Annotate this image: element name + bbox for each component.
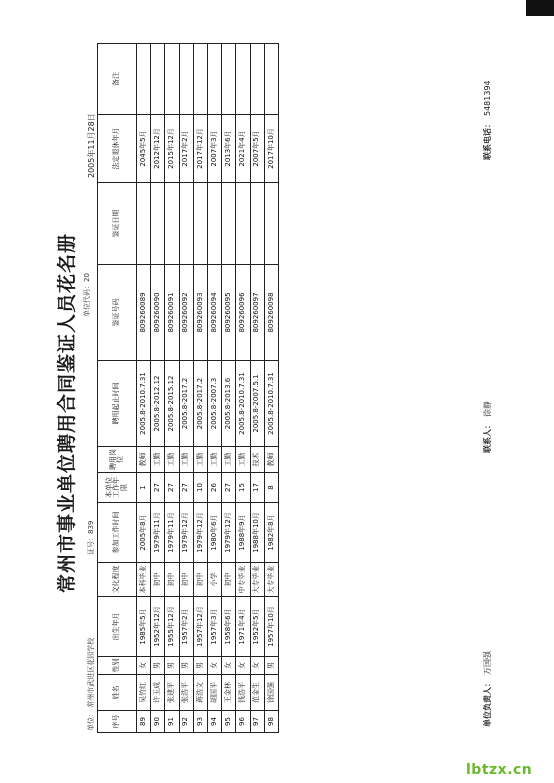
- unit-label: 单位：: [87, 710, 95, 731]
- table-cell: 2013年6月: [222, 115, 236, 183]
- table-cell: 小学: [207, 563, 221, 597]
- table-cell: 1988年9月: [236, 503, 250, 563]
- table-cell: 2015年12月: [165, 115, 179, 183]
- table-cell: 27: [165, 473, 179, 503]
- table-cell: 2005.8-2012.12: [151, 361, 165, 447]
- agency-code: 单位代码：20: [83, 273, 91, 317]
- table-cell: 男: [179, 657, 193, 675]
- table-cell: 教师: [264, 447, 278, 473]
- table-cell: 1985年5月: [137, 597, 151, 657]
- roster-table: [97, 43, 279, 733]
- table-cell: 胡国平: [207, 675, 221, 711]
- table-cell: 93: [193, 711, 207, 733]
- table-cell: 张浩平: [179, 675, 193, 711]
- contact-name: 徐静: [483, 401, 492, 417]
- table-cell: 2005.8-2013.6: [222, 361, 236, 447]
- column-header: 性别: [98, 657, 137, 675]
- table-cell: 809260097: [250, 265, 264, 361]
- table-body: [137, 44, 279, 733]
- column-header: 出生年月: [98, 597, 137, 657]
- table-cell: 2005.8-2010.7.31: [236, 361, 250, 447]
- responsible-person: [482, 651, 493, 727]
- table-row: [137, 44, 151, 733]
- table-cell: 吴竹红: [137, 675, 151, 711]
- table-cell: 范金生: [250, 675, 264, 711]
- table-cell: 女: [250, 657, 264, 675]
- contact-phone: [482, 80, 493, 160]
- table-cell: 2005.8-2010.7.31: [264, 361, 278, 447]
- table-row: [165, 44, 179, 733]
- column-header: 序号: [98, 711, 137, 733]
- table-cell: 91: [165, 711, 179, 733]
- site-watermark: lbtzx.cn: [466, 762, 533, 778]
- table-cell: 教师: [137, 447, 151, 473]
- phone-label: 联系电话：: [483, 120, 492, 160]
- table-cell: 1: [137, 473, 151, 503]
- table-cell: 1980年6月: [207, 503, 221, 563]
- table-cell: 2005.8-2007.5.1: [250, 361, 264, 447]
- table-cell: 809260098: [264, 265, 278, 361]
- table-cell: 1979年12月: [179, 503, 193, 563]
- table-cell: 2005.8-2015.12: [165, 361, 179, 447]
- table-cell: 94: [207, 711, 221, 733]
- table-cell: 初中: [151, 563, 165, 597]
- table-cell: 2005.8-2010.7.31: [137, 361, 151, 447]
- table-cell: [137, 183, 151, 265]
- table-cell: 809260095: [222, 265, 236, 361]
- table-cell: 工勤: [179, 447, 193, 473]
- table-cell: 2017年12月: [193, 115, 207, 183]
- table-cell: 809260089: [137, 265, 151, 361]
- table-cell: 8: [264, 473, 278, 503]
- column-header: 文化程度: [98, 563, 137, 597]
- table-cell: 张建平: [165, 675, 179, 711]
- table-cell: 大专毕业: [264, 563, 278, 597]
- table-cell: 初中: [165, 563, 179, 597]
- table-cell: 1979年11月: [165, 503, 179, 563]
- table-cell: 1957年10月: [264, 597, 278, 657]
- table-cell: [193, 44, 207, 115]
- contact-label: 联系人：: [483, 421, 492, 453]
- table-cell: 809260092: [179, 265, 193, 361]
- table-cell: [165, 183, 179, 265]
- table-cell: 2012年12月: [151, 115, 165, 183]
- column-header: 鉴证日期: [98, 183, 137, 265]
- table-cell: [165, 44, 179, 115]
- table-row: [222, 44, 236, 733]
- table-cell: 1957年12月: [193, 597, 207, 657]
- table-cell: 男: [264, 657, 278, 675]
- table-cell: 1958年6月: [222, 597, 236, 657]
- table-cell: 809260093: [193, 265, 207, 361]
- table-cell: 本科毕业: [137, 563, 151, 597]
- table-cell: 男: [165, 657, 179, 675]
- table-row: [250, 44, 264, 733]
- table-cell: [250, 44, 264, 115]
- table-cell: 王金林: [222, 675, 236, 711]
- table-cell: 徐国强: [264, 675, 278, 711]
- table-cell: [264, 44, 278, 115]
- column-header: 聘用起止时间: [98, 361, 137, 447]
- table-cell: 男: [151, 657, 165, 675]
- table-cell: [236, 183, 250, 265]
- table-cell: 2007年5月: [250, 115, 264, 183]
- table-cell: 1982年8月: [264, 503, 278, 563]
- table-cell: [179, 44, 193, 115]
- table-cell: 26: [207, 473, 221, 503]
- table-cell: 工勤: [222, 447, 236, 473]
- table-cell: 1979年11月: [151, 503, 165, 563]
- table-cell: [151, 44, 165, 115]
- table-cell: 1979年12月: [193, 503, 207, 563]
- table-cell: [222, 183, 236, 265]
- table-cell: 95: [222, 711, 236, 733]
- table-row: [207, 44, 221, 733]
- table-cell: [222, 44, 236, 115]
- document-title: 常州市事业单位聘用合同鉴证人员花名册: [56, 233, 78, 594]
- table-cell: 27: [222, 473, 236, 503]
- responsible-label: 单位负责人：: [483, 679, 492, 727]
- table-cell: 96: [236, 711, 250, 733]
- contact-person: [482, 401, 493, 453]
- table-cell: 90: [151, 711, 165, 733]
- table-cell: 27: [151, 473, 165, 503]
- table-cell: 27: [179, 473, 193, 503]
- table-cell: 17: [250, 473, 264, 503]
- table-cell: 初中: [222, 563, 236, 597]
- table-cell: [151, 183, 165, 265]
- table-cell: 2005.8-2017.2: [179, 361, 193, 447]
- table-cell: 工勤: [165, 447, 179, 473]
- table-cell: 809260094: [207, 265, 221, 361]
- table-cell: 许玉成: [151, 675, 165, 711]
- table-cell: 2017年10月: [264, 115, 278, 183]
- table-row: [193, 44, 207, 733]
- column-header: 备注: [98, 44, 137, 115]
- table-header-row: [98, 44, 137, 733]
- table-cell: [137, 44, 151, 115]
- table-cell: 809260090: [151, 265, 165, 361]
- table-cell: 女: [137, 657, 151, 675]
- table-row: [236, 44, 250, 733]
- table-cell: [207, 183, 221, 265]
- table-cell: 1971年4月: [236, 597, 250, 657]
- table-row: [179, 44, 193, 733]
- phone-value: 5481394: [483, 80, 492, 116]
- table-cell: 1957年3月: [207, 597, 221, 657]
- table-cell: 98: [264, 711, 278, 733]
- table-cell: 1979年12月: [222, 503, 236, 563]
- table-cell: 初中: [179, 563, 193, 597]
- table-cell: [236, 44, 250, 115]
- table-cell: [179, 183, 193, 265]
- table-cell: 女: [236, 657, 250, 675]
- table-cell: 2017年2月: [179, 115, 193, 183]
- table-cell: 技术: [250, 447, 264, 473]
- table-cell: [207, 44, 221, 115]
- table-cell: 10: [193, 473, 207, 503]
- table-cell: 2021年4月: [236, 115, 250, 183]
- table-cell: [193, 183, 207, 265]
- responsible-name: 万国强: [483, 651, 492, 675]
- table-cell: 1952年12月: [151, 597, 165, 657]
- table-cell: 2045年5月: [137, 115, 151, 183]
- table-cell: 工勤: [236, 447, 250, 473]
- table-cell: 1952年5月: [250, 597, 264, 657]
- table-cell: 工勤: [207, 447, 221, 473]
- table-cell: 工勤: [193, 447, 207, 473]
- table-cell: 15: [236, 473, 250, 503]
- table-cell: 2005.8-2017.2: [193, 361, 207, 447]
- table-cell: 809260096: [236, 265, 250, 361]
- table-cell: 女: [207, 657, 221, 675]
- table-cell: 92: [179, 711, 193, 733]
- column-header: 鉴证号码: [98, 265, 137, 361]
- column-header: 聘用岗位: [98, 447, 137, 473]
- document-date: 2005年11月28日: [87, 113, 96, 178]
- table-cell: 2007年3月: [207, 115, 221, 183]
- table-row: [264, 44, 278, 733]
- table-cell: 2005.8-2007.3: [207, 361, 221, 447]
- unit-line: [86, 638, 96, 731]
- column-header: 本单位工作年限: [98, 473, 137, 503]
- table-cell: 97: [250, 711, 264, 733]
- table-cell: 男: [193, 657, 207, 675]
- table-cell: 中专毕业: [236, 563, 250, 597]
- cert-number: 证号：839: [87, 520, 95, 555]
- column-header: 姓名: [98, 675, 137, 711]
- table-cell: 1955年12月: [165, 597, 179, 657]
- table-cell: 89: [137, 711, 151, 733]
- table-row: [151, 44, 165, 733]
- table-cell: 工勤: [151, 447, 165, 473]
- table-cell: [264, 183, 278, 265]
- unit-value: 常州市武进区花园学校: [87, 637, 95, 708]
- table-cell: 1988年10月: [250, 503, 264, 563]
- table-cell: 钱浩平: [236, 675, 250, 711]
- table-cell: 女: [222, 657, 236, 675]
- table-cell: 大专毕业: [250, 563, 264, 597]
- table-cell: [250, 183, 264, 265]
- table-cell: 2005年8月: [137, 503, 151, 563]
- column-header: 法定退休年月: [98, 115, 137, 183]
- column-header: 参加工作时间: [98, 503, 137, 563]
- table-cell: 809260091: [165, 265, 179, 361]
- table-cell: 1957年2月: [179, 597, 193, 657]
- table-cell: 蒋浩文: [193, 675, 207, 711]
- table-cell: 初中: [193, 563, 207, 597]
